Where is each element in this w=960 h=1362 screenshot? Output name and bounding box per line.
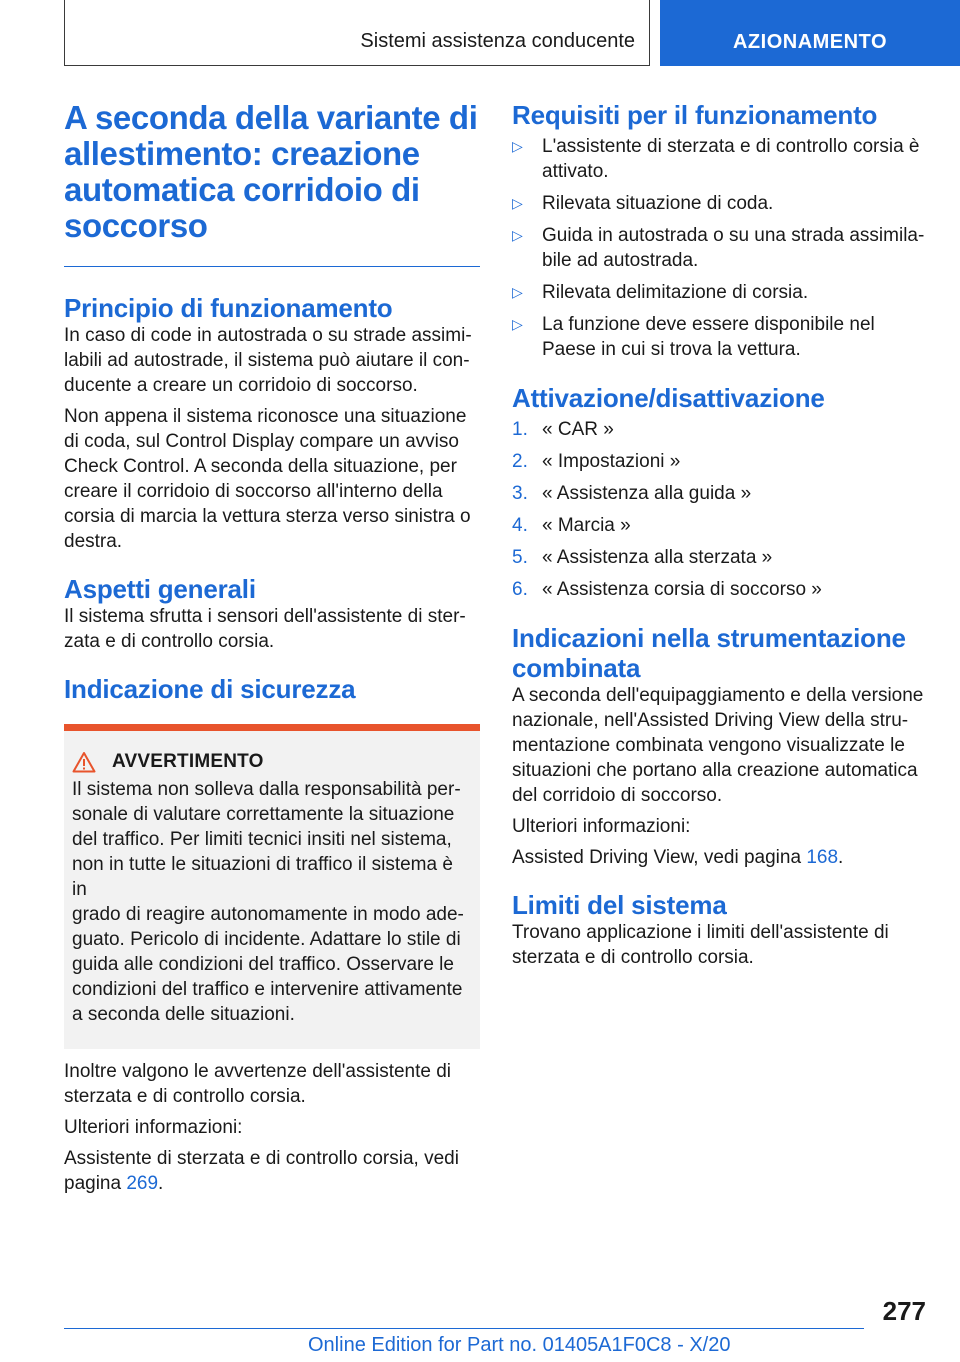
- heading-requisiti: Requisiti per il funzionamento: [512, 100, 878, 130]
- warning-bar: [64, 724, 480, 731]
- heading-limiti: Limiti del sistema: [512, 890, 727, 920]
- triangle-bullet-icon: ▷: [512, 138, 523, 154]
- triangle-bullet-icon: ▷: [512, 195, 523, 211]
- header-section-tab: [64, 0, 650, 66]
- list-item: 4. « Marcia »: [512, 515, 631, 536]
- page-link-168[interactable]: 168: [806, 847, 839, 868]
- right-column: [512, 100, 930, 970]
- page-title: A seconda della variante di allestimento: creazione automatica corridoio di soccorso: [64, 99, 478, 244]
- para-indicazioni: A seconda dell'equipaggiamento e della versione nazionale, nell'Assisted Driving View della stru- mentazione combinata vengono visualizzate le situazioni che portano alla creazione automatica del corridoio di soccorso.: [512, 685, 924, 806]
- header-section-title: Sistemi assistenza conducente: [360, 30, 635, 52]
- footer-divider: [64, 1328, 864, 1329]
- para-ulteriori: Ulteriori informazioni:: [64, 1117, 243, 1138]
- requisiti-list: [512, 134, 930, 362]
- triangle-bullet-icon: ▷: [512, 284, 523, 300]
- warning-triangle-icon: [72, 751, 96, 773]
- list-item: 3. « Assistenza alla guida »: [512, 483, 752, 504]
- list-item: ▷ La funzione deve essere disponibile nel Paese in cui si trova la vettura.: [512, 314, 875, 360]
- triangle-bullet-icon: ▷: [512, 316, 523, 332]
- list-item: ▷ Rilevata delimitazione di corsia.: [512, 282, 809, 303]
- list-item: 6. « Assistenza corsia di soccorso »: [512, 579, 822, 600]
- triangle-bullet-icon: ▷: [512, 227, 523, 243]
- para-avvertenze: Inoltre valgono le avvertenze dell'assistente di sterzata e di controllo corsia.: [64, 1061, 452, 1107]
- list-item: 1. « CAR »: [512, 419, 614, 440]
- footer-edition: Online Edition for Part no. 01405A1F0C8 - X/20: [308, 1334, 731, 1356]
- warning-title: AVVERTIMENTO: [112, 751, 264, 772]
- page-number: 277: [882, 1296, 926, 1326]
- list-item: 2. « Impostazioni »: [512, 451, 681, 472]
- header-chapter-tab: [660, 0, 960, 66]
- attivazione-steps: [512, 417, 930, 602]
- para-principio-2: Non appena il sistema riconosce una situazione di coda, sul Control Display compare un avviso Check Control. A seconda della situazione, per creare il corridoio di soccorso all'interno della corsia di marcia la vettura sterza verso sinistra o destra.: [64, 406, 471, 552]
- para-ulteriori-right: Ulteriori informazioni:: [512, 816, 691, 837]
- list-item: ▷ Rilevata situazione di coda.: [512, 193, 774, 214]
- warning-text: Il sistema non solleva dalla responsabilità per- sonale di valutare correttamente la situazione del traffico. Per limiti tecnici insiti nel sistema, non in tutte le situazioni di traffico il sistema è in grado di reagire autonomamente in modo ade- guato. Pericolo di incidente. Adattare lo stile di guida alle condizioni del traffico. Osservare le condizioni del traffico e intervenire attivamente a seconda delle situazioni.: [72, 779, 464, 1025]
- warning-header: [72, 751, 472, 773]
- warning-box: [64, 731, 480, 1049]
- heading-indicazioni: Indicazioni nella strumentazione combinata: [512, 623, 906, 683]
- page-link-269[interactable]: 269: [126, 1173, 159, 1194]
- para-riferimento-168: Assisted Driving View, vedi pagina 168.: [512, 847, 844, 868]
- list-item: 5. « Assistenza alla sterzata »: [512, 547, 773, 568]
- heading-attivazione: Attivazione/disattivazione: [512, 383, 825, 413]
- heading-principio: Principio di funzionamento: [64, 293, 393, 323]
- heading-aspetti: Aspetti generali: [64, 574, 256, 604]
- header-chapter-title: AZIONAMENTO: [732, 31, 887, 53]
- para-riferimento-269: Assistente di sterzata e di controllo corsia, vedi pagina 269.: [64, 1148, 459, 1194]
- heading-sicurezza: Indicazione di sicurezza: [64, 674, 356, 704]
- list-item: ▷ Guida in autostrada o su una strada assimila- bile ad autostrada.: [512, 225, 925, 271]
- para-principio-1: In caso di code in autostrada o su strade assimi- labili ad autostrade, il sistema può aiutare il con- ducente a creare un corridoio di soccorso.: [64, 325, 472, 396]
- para-limiti: Trovano applicazione i limiti dell'assistente di sterzata e di controllo corsia.: [512, 922, 889, 968]
- left-column: [64, 100, 480, 1196]
- para-aspetti: Il sistema sfrutta i sensori dell'assistente di ster- zata e di controllo corsia.: [64, 606, 466, 652]
- list-item: ▷ L'assistente di sterzata e di controllo corsia è attivato.: [512, 136, 920, 182]
